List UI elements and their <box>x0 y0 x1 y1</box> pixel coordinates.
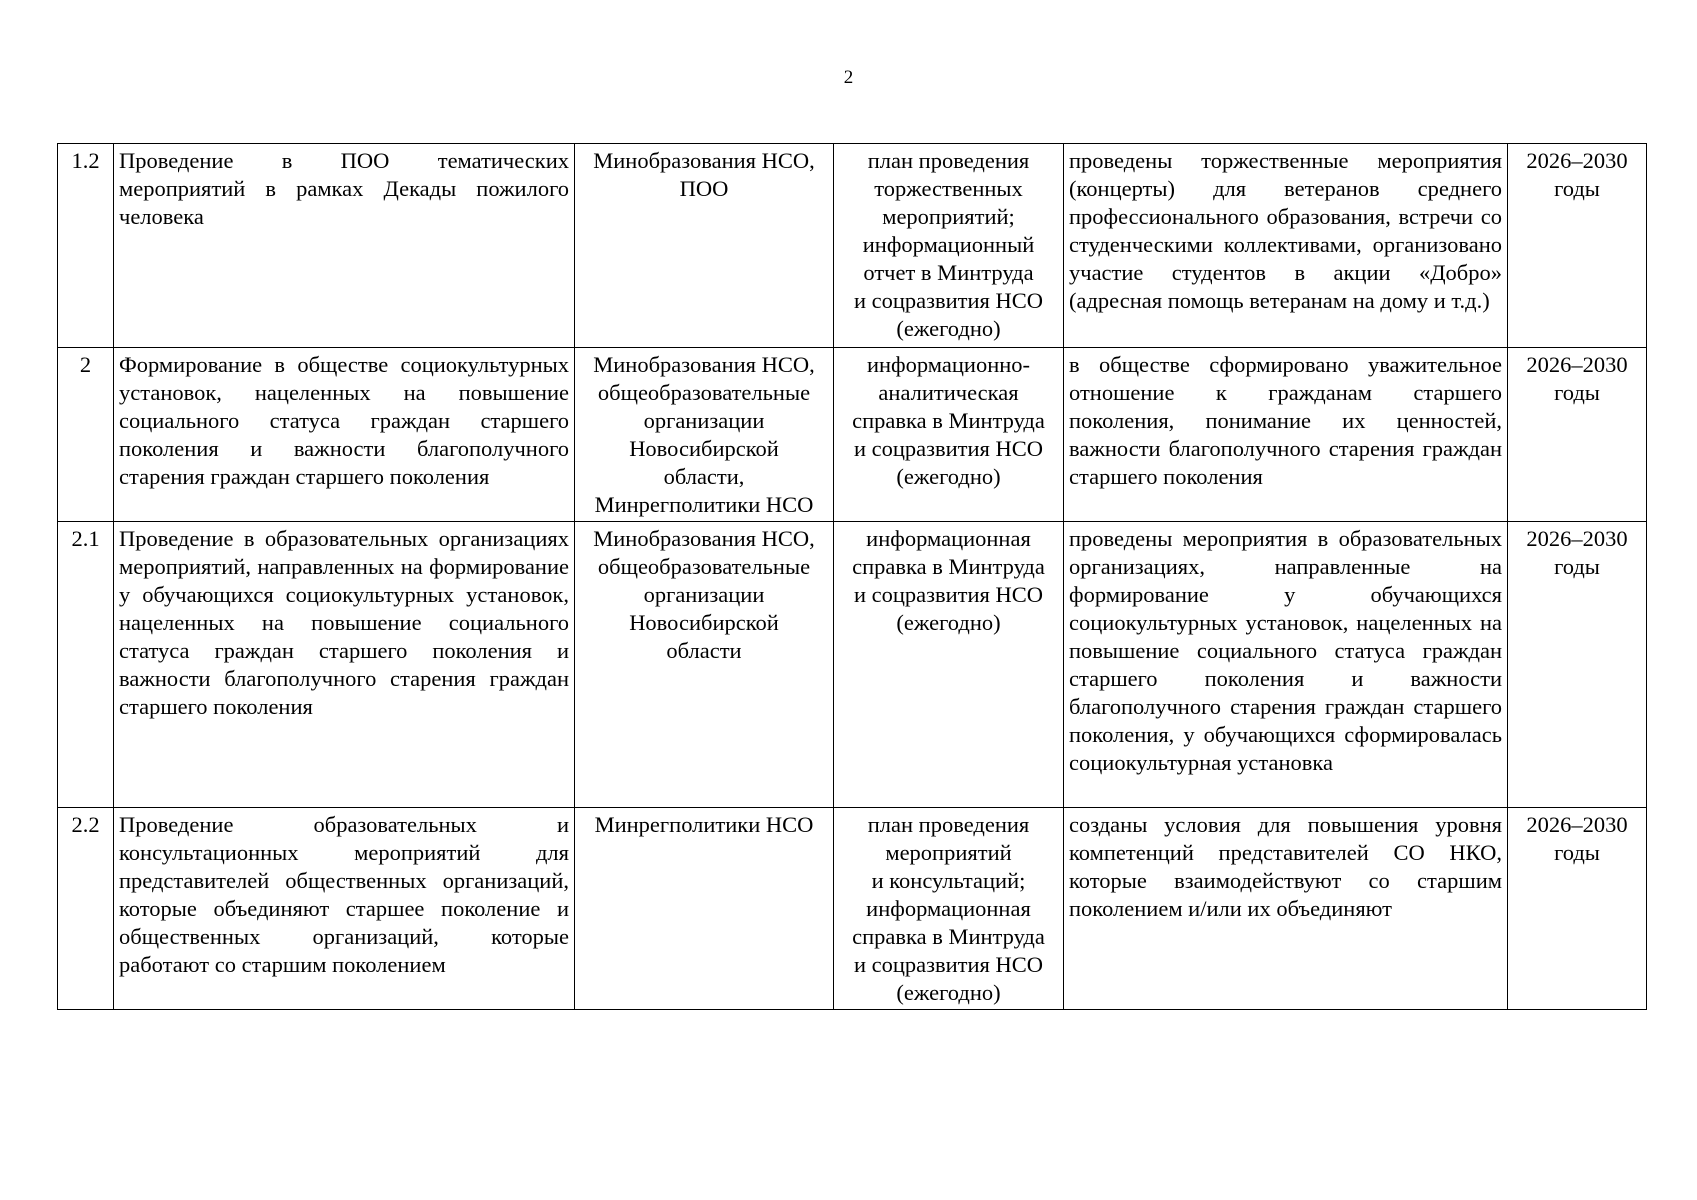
document-line: информационная <box>866 526 1031 551</box>
item-number: 2.1 <box>71 526 100 551</box>
table-row <box>58 522 1647 808</box>
cell-term <box>1508 522 1647 808</box>
table-row <box>58 348 1647 522</box>
executor-line: области, <box>663 464 745 489</box>
item-number: 2 <box>79 352 92 377</box>
cell-executors <box>575 348 834 522</box>
term-line: годы <box>1554 840 1600 865</box>
document-line: и соцразвития НСО <box>853 436 1044 461</box>
item-number: 2.2 <box>71 812 100 837</box>
cell-number <box>58 144 114 348</box>
cell-executors <box>575 522 834 808</box>
cell-number <box>58 808 114 1010</box>
term-line: 2026–2030 <box>1526 148 1628 173</box>
document-line: и консультаций; <box>871 868 1026 893</box>
cell-term <box>1508 348 1647 522</box>
document-line: справка в Минтруда <box>852 408 1045 433</box>
expected-result: проведены торжественные мероприятия (концерты) для ветеранов среднего профессионального образования, встречи со студенческими коллективами, организовано участие студентов в акции «Добро» (адресная помощь ветеранам на дому и т.д.) <box>1069 148 1502 313</box>
document-line: (ежегодно) <box>896 316 1001 341</box>
term-line: годы <box>1554 380 1600 405</box>
activity-name: Формирование в обществе социокультурных установок, нацеленных на повышение социального статуса граждан старшего поколения и важности благополучного старения граждан старшего поколения <box>119 352 569 489</box>
cell-activity <box>114 522 575 808</box>
expected-result: в обществе сформировано уважительное отношение к гражданам старшего поколения, понимание их ценностей, важности благополучного старения граждан старшего поколения <box>1069 352 1502 489</box>
executor-line: Минобразования НСО, <box>593 526 815 551</box>
cell-result <box>1064 144 1508 348</box>
cell-activity <box>114 348 575 522</box>
cell-executors <box>575 144 834 348</box>
item-number: 1.2 <box>71 148 100 173</box>
document-line: информационная <box>866 896 1031 921</box>
document-line: мероприятий <box>885 840 1012 865</box>
executor-line: общеобразовательные <box>597 554 811 579</box>
cell-document <box>834 808 1064 1010</box>
executor-line: организации <box>643 582 765 607</box>
executor-line: Минрегполитики НСО <box>594 492 814 517</box>
document-line: и соцразвития НСО <box>853 582 1044 607</box>
table-row <box>58 144 1647 348</box>
document-line: (ежегодно) <box>896 980 1001 1005</box>
executor-line: Новосибирской <box>629 610 779 635</box>
executor-line: общеобразовательные <box>597 380 811 405</box>
term-line: 2026–2030 <box>1526 526 1628 551</box>
cell-executors <box>575 808 834 1010</box>
executor-line: Новосибирской <box>629 436 779 461</box>
document-line: (ежегодно) <box>896 464 1001 489</box>
cell-result <box>1064 522 1508 808</box>
activity-name: Проведение в образовательных организациях мероприятий, направленных на формирование у обучающихся социокультурных установок, нацеленных на повышение социального статуса граждан старшего поколения и важности благополучного старения граждан старшего поколения <box>119 526 569 719</box>
cell-term <box>1508 808 1647 1010</box>
cell-document <box>834 522 1064 808</box>
cell-term <box>1508 144 1647 348</box>
document-line: отчет в Минтруда <box>863 260 1034 285</box>
document-line: справка в Минтруда <box>852 924 1045 949</box>
term-line: годы <box>1554 176 1600 201</box>
table-body <box>58 144 1647 1010</box>
document-line: и соцразвития НСО <box>853 952 1044 977</box>
term-line: годы <box>1554 554 1600 579</box>
expected-result: проведены мероприятия в образовательных организациях, направленные на формирование у обучающихся социокультурных установок, нацеленных на повышение социального статуса граждан старшего поколения и важности благополучного старения граждан старшего поколения, у обучающихся сформировалась социокультурная установка <box>1069 526 1502 775</box>
table-row <box>58 808 1647 1010</box>
cell-number <box>58 522 114 808</box>
executor-line: Минрегполитики НСО <box>594 812 814 837</box>
cell-document <box>834 144 1064 348</box>
term-line: 2026–2030 <box>1526 352 1628 377</box>
expected-result: созданы условия для повышения уровня компетенций представителей СО НКО, которые взаимодействуют со старшим поколением и/или их объединяют <box>1069 812 1502 921</box>
activity-name: Проведение в ПОО тематических мероприятий в рамках Декады пожилого человека <box>119 148 569 229</box>
document-line: план проведения <box>867 812 1030 837</box>
cell-result <box>1064 348 1508 522</box>
cell-document <box>834 348 1064 522</box>
cell-result <box>1064 808 1508 1010</box>
document-line: аналитическая <box>878 380 1019 405</box>
cell-activity <box>114 144 575 348</box>
activity-name: Проведение образовательных и консультационных мероприятий для представителей общественных организаций, которые объединяют старшее поколение и общественных организаций, которые работают со старшим поколением <box>119 812 569 977</box>
cell-activity <box>114 808 575 1010</box>
document-line: справка в Минтруда <box>852 554 1045 579</box>
activity-plan-table <box>57 143 1647 1010</box>
executor-line: области <box>666 638 742 663</box>
document-line: мероприятий; <box>882 204 1015 229</box>
executor-line: Минобразования НСО, <box>593 148 815 173</box>
document-line: план проведения <box>867 148 1030 173</box>
document-line: информационно- <box>866 352 1031 377</box>
executor-line: Минобразования НСО, <box>593 352 815 377</box>
term-line: 2026–2030 <box>1526 812 1628 837</box>
executor-line: организации <box>643 408 765 433</box>
document-line: и соцразвития НСО <box>853 288 1044 313</box>
page-number: 2 <box>843 67 854 88</box>
document-line: торжественных <box>874 176 1023 201</box>
document-line: информационный <box>862 232 1035 257</box>
executor-line: ПОО <box>679 176 729 201</box>
document-line: (ежегодно) <box>896 610 1001 635</box>
cell-number <box>58 348 114 522</box>
